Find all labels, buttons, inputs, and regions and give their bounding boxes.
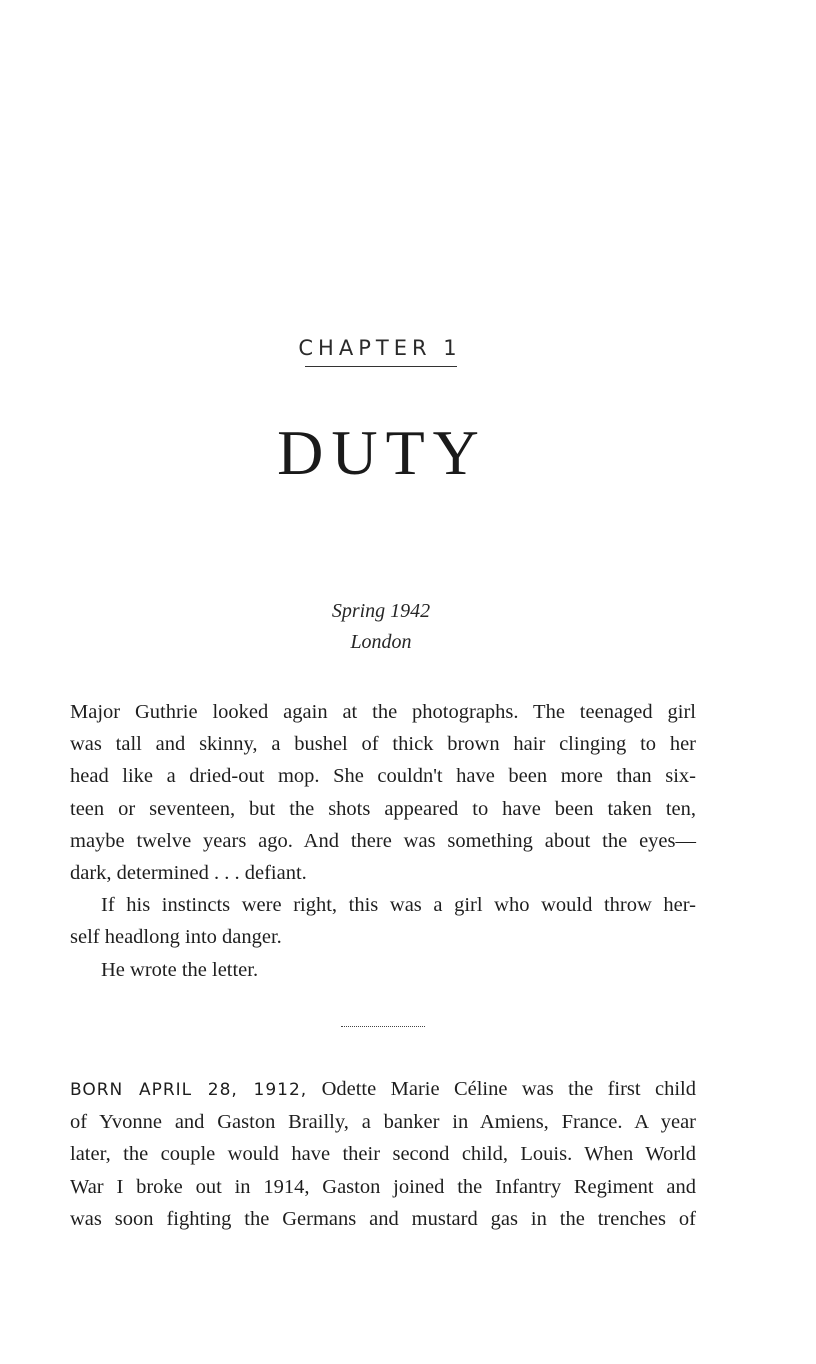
chapter-underline [305,366,457,367]
text-line: War I broke out in 1914, Gaston joined the Infantry Regiment and [70,1175,696,1198]
text-line: Major Guthrie looked again at the photographs. The teenaged girl [70,701,696,723]
text-line: maybe twelve years ago. And there was something about the eyes— [70,829,696,852]
text-line: was soon fighting the Germans and mustard gas in the trenches of [70,1207,696,1230]
text-line: later, the couple would have their second child, Louis. When World [70,1143,696,1166]
text-line: head like a dried-out mop. She couldn't have been more than six- [70,765,696,788]
scene-break-divider [341,1026,425,1027]
text-line [70,1073,696,1106]
text-line: He wrote the letter. [101,958,259,981]
text-line: If his instincts were right, this was a girl who would throw her- [101,894,696,917]
chapter-title: DUTY [277,417,487,488]
text-line: teen or seventeen, but the shots appeared to have been taken ten, [70,797,696,820]
chapter-label: CHAPTER 1 [298,336,462,360]
text-line: dark, determined . . . defiant. [70,862,307,885]
dateline-place: London [350,631,412,653]
opening-section [70,696,696,986]
biography-section [70,1073,696,1235]
text-line: self headlong into danger. [70,926,282,949]
lead-in-smallcaps: BORN APRIL 28, 1912, [70,1080,308,1100]
text-line: was tall and skinny, a bushel of thick brown hair clinging to her [70,733,696,756]
dateline-season: Spring 1942 [331,600,431,622]
text-fragment: Odette Marie Céline was the first child [307,1078,696,1100]
text-line: of Yvonne and Gaston Brailly, a banker in Amiens, France. A year [70,1111,696,1134]
dateline [0,596,762,658]
